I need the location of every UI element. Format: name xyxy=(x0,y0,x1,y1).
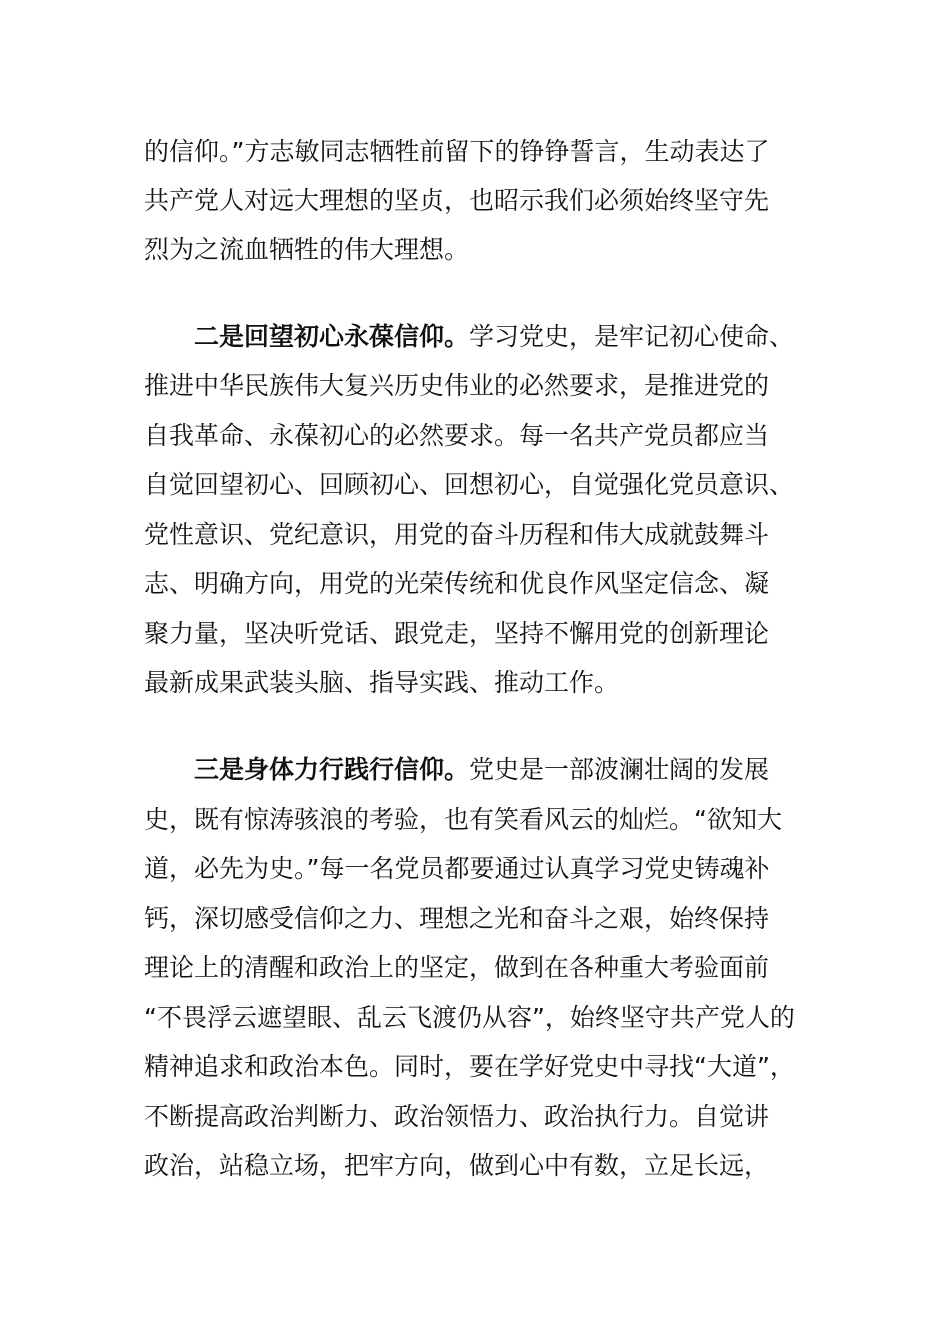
paragraph-2-line-1 xyxy=(194,312,834,362)
paragraph-3-line-9: 政治，站稳立场，把牢方向，做到心中有数，立足长远， xyxy=(144,1151,770,1180)
paragraph-3-line-3: 道，必先为史。”每一名党员都要通过认真学习党史铸魂补 xyxy=(144,854,770,883)
paragraph-3-line-7: 精神追求和政治本色。同时，要在学好党史中寻找“大道”， xyxy=(144,1052,795,1081)
paragraph-2-line-3: 自我革命、永葆初心的必然要求。每一名共产党员都应当 xyxy=(144,421,770,450)
paragraph-2-line-1-text: 学习党史，是牢记初心使命、 xyxy=(469,322,795,351)
paragraph-3-line-1-text: 党史是一部波澜壮阔的发展 xyxy=(469,755,770,784)
paragraph-2-line-4: 自觉回望初心、回顾初心、回想初心，自觉强化党员意识、 xyxy=(144,470,795,499)
paragraph-3-line-6: “不畏浮云遮望眼、乱云飞渡仍从容”，始终坚守共产党人的 xyxy=(144,1003,795,1032)
paragraph-3-line-8: 不断提高政治判断力、政治领悟力、政治执行力。自觉讲 xyxy=(144,1102,770,1131)
paragraph-3-line-5: 理论上的清醒和政治上的坚定，做到在各种重大考验面前 xyxy=(144,953,770,982)
paragraph-2-line-2: 推进中华民族伟大复兴历史伟业的必然要求，是推进党的 xyxy=(144,371,770,400)
paragraph-2-heading: 二是回望初心永葆信仰。 xyxy=(194,322,470,351)
paragraph-1-line-3: 烈为之流血牺牲的伟大理想。 xyxy=(144,235,470,264)
paragraph-3-line-4: 钙，深切感受信仰之力、理想之光和奋斗之艰，始终保持 xyxy=(144,904,770,933)
paragraph-3-line-1 xyxy=(194,745,834,795)
paragraph-3-heading: 三是身体力行践行信仰。 xyxy=(194,755,470,784)
paragraph-3-line-2: 史，既有惊涛骇浪的考验，也有笑看风云的灿烂。“欲知大 xyxy=(144,805,782,834)
paragraph-2-line-7: 聚力量，坚决听党话、跟党走，坚持不懈用党的创新理论 xyxy=(144,619,770,648)
paragraph-2-line-8: 最新成果武装头脑、指导实践、推动工作。 xyxy=(144,668,620,697)
paragraph-2-line-6: 志、明确方向，用党的光荣传统和优良作风坚定信念、凝 xyxy=(144,569,770,598)
paragraph-1-line-2: 共产党人对远大理想的坚贞，也昭示我们必须始终坚守先 xyxy=(144,186,770,215)
paragraph-2-line-5: 党性意识、党纪意识，用党的奋斗历程和伟大成就鼓舞斗 xyxy=(144,520,770,549)
paragraph-1-line-1: 的信仰。”方志敏同志牺牲前留下的铮铮誓言，生动表达了 xyxy=(144,137,770,166)
